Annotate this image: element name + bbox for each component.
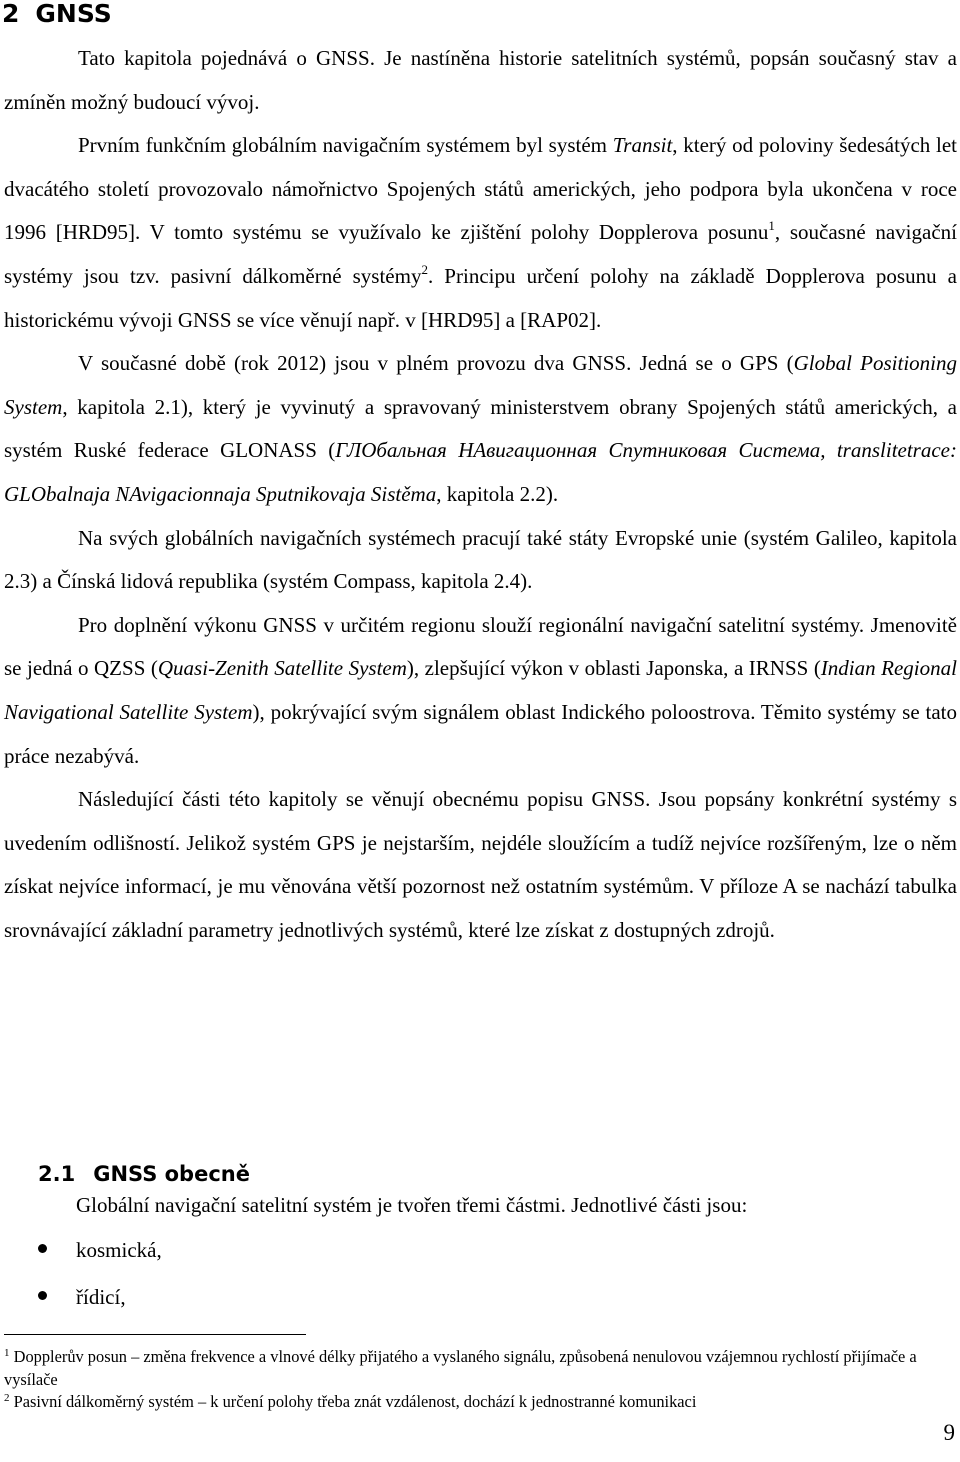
footnotes xyxy=(4,1346,924,1414)
footnote-ref-2: 2 xyxy=(421,261,428,277)
footnote-separator xyxy=(4,1334,306,1335)
paragraph-text: ), pokrývající svým signálem oblast Indického poloostrova. Těmito systémy se tato práce nezabývá. xyxy=(4,699,957,768)
chapter-body xyxy=(4,37,957,952)
italic-term: Indian Regional Navigational Satellite System xyxy=(4,656,957,724)
footnote-ref-1: 1 xyxy=(768,218,775,234)
footnote-text: Pasivní dálkoměrný systém – k určení polohy třeba znát vzdálenost, dochází k jednostranné komunikaci xyxy=(13,1392,697,1411)
paragraph-text: , kapitola 2.1), který je vyvinutý a spravovaný ministerstvem obrany Spojených států amerických, a systém Ruské federace GLONASS ( xyxy=(4,394,957,463)
list-item xyxy=(0,1229,162,1276)
paragraph-text: Na svých globálních navigačních systémech pracují také státy Evropské unie (systém Galileo, kapitola 2.3) a Čínská lidová republika (systém Compass, kapitola 2.4). xyxy=(4,525,957,594)
list-item-text: kosmická, xyxy=(76,1238,162,1262)
italic-term: Quasi-Zenith Satellite System xyxy=(157,656,407,681)
paragraph-text: Pro doplnění výkonu GNSS v určitém regionu slouží regionální navigační satelitní systémy. Jmenovitě se jedná o QZSS ( xyxy=(4,612,957,681)
paragraph-text: V současné době (rok 2012) jsou v plném provozu dva GNSS. Jedná se o GPS ( xyxy=(78,351,794,376)
paragraph-text: Tato kapitola pojednává o GNSS. Je nastíněna historie satelitních systémů, popsán současný stav a zmíněn možný budoucí vývoj. xyxy=(4,46,957,114)
bullet-icon xyxy=(38,1291,47,1300)
footnote-text: Dopplerův posun – změna frekvence a vlnové délky přijatého a vyslaného signálu, způsobená nenulovou vzájemnou rychlostí přijímače a vysílače xyxy=(4,1347,917,1389)
paragraph-regional xyxy=(4,604,957,778)
paragraph-current-gnss xyxy=(4,342,957,516)
paragraph-text: Prvním funkčním globálním navigačním systémem byl systém xyxy=(78,133,613,158)
section-number: 2.1 xyxy=(38,1162,76,1186)
section-title: GNSS obecně xyxy=(93,1162,250,1186)
bullet-list xyxy=(0,1229,162,1323)
paragraph-text: ), zlepšující výkon v oblasti Japonska, a IRNSS ( xyxy=(406,656,821,681)
page-number: 9 xyxy=(943,1420,955,1445)
chapter-title: GNSS xyxy=(35,0,112,28)
footnote-1 xyxy=(4,1346,924,1391)
paragraph-text: , kapitola 2.2). xyxy=(436,481,559,506)
bullet-icon xyxy=(38,1244,47,1253)
paragraph-text: , současné navigační systémy jsou tzv. pasivní dálkoměrné systémy xyxy=(4,220,957,288)
paragraph-intro xyxy=(4,37,957,124)
italic-term: Global Positioning System xyxy=(4,351,957,419)
paragraph-text: . Principu určení polohy na základě Dopplerova posunu a historickému vývoji GNSS se více věnují např. v [HRD95] a [RAP02]. xyxy=(4,263,957,332)
footnote-mark: 1 xyxy=(4,1347,10,1359)
paragraph-galileo-compass xyxy=(4,517,957,604)
list-item-text: řídicí, xyxy=(76,1285,126,1309)
italic-term: ГЛОбальная НАвигационная Спутниковая Система, translitetrace: GLObalnaja NAvigacionnaja Sputnikovaja Sistěma xyxy=(4,438,957,506)
footnote-mark: 2 xyxy=(4,1392,10,1404)
paragraph-text: , který od poloviny šedesátých let dvacátého století provozovalo námořnictvo Spojených států amerických, jeho podpora byla ukončena v roce 1996 [HRD95]. V tomto systému se využívalo ke zjištění polohy Dopplerova posunu xyxy=(4,133,957,245)
footnote-2 xyxy=(4,1391,924,1414)
section-intro: Globální navigační satelitní systém je tvořen třemi částmi. Jednotlivé části jsou: xyxy=(76,1193,748,1217)
list-item xyxy=(0,1276,162,1323)
paragraph-transit xyxy=(4,124,957,342)
italic-term: Transit xyxy=(612,133,673,158)
paragraph-text: Následující části této kapitoly se věnují obecnému popisu GNSS. Jsou popsány konkrétní systémy s uvedením odlišností. Jelikož systém GPS je nejstarším, nejdéle sloužícím a tudíž nejvíce rozšířeným, lze o něm získat nejvíce informací, je mu věnována větší pozornost než ostatním systémům. V příloze A se nachází tabulka srovnávající základní parametry jednotlivých systémů, které lze získat z dostupných zdrojů. xyxy=(4,787,957,942)
chapter-heading xyxy=(2,0,112,34)
chapter-number: 2 xyxy=(2,0,20,28)
paragraph-following xyxy=(4,778,957,952)
